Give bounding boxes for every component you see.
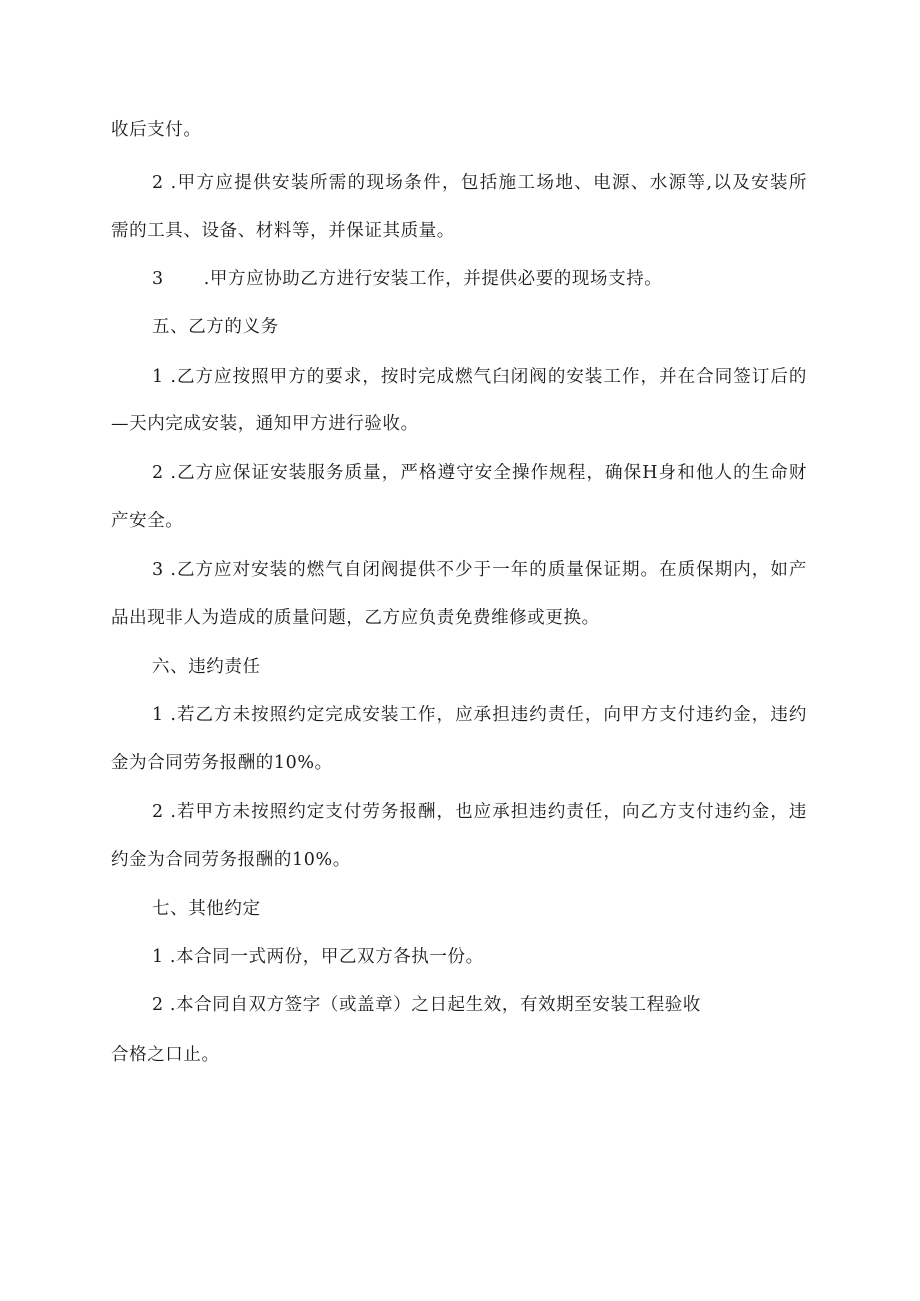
obligation-1-line-1: 1 .乙方应按照甲方的要求，按时完成燃气臼闭阀的安装工作，并在合同签订后的 bbox=[152, 367, 807, 387]
clause-2-line-2: 需的工具、设备、材料等，并保证其质量。 bbox=[111, 221, 455, 241]
clause-number: 3 bbox=[152, 269, 164, 289]
other-2-line-2: 合格之口止。 bbox=[111, 1045, 220, 1065]
obligation-2-line-2: 产安全。 bbox=[111, 511, 184, 531]
breach-1-line-1: 1 .若乙方未按照约定完成安装工作，应承担违约责任，向甲方支付违约金，违约 bbox=[152, 705, 807, 725]
breach-1-line-2: 金为合同劳务报酬的10%。 bbox=[111, 753, 333, 773]
obligation-3-line-1: 3 .乙方应对安装的燃气自闭阀提供不少于一年的质量保证期。在质保期内，如产 bbox=[152, 560, 807, 580]
clause-3-line bbox=[152, 267, 662, 291]
text-line: 收后支付。 bbox=[111, 120, 202, 140]
obligation-2-line-1: 2 .乙方应保证安装服务质量，严格遵守安全操作规程，确保H身和他人的生命财 bbox=[152, 463, 807, 483]
section-heading-5: 五、乙方的义务 bbox=[152, 317, 279, 337]
other-1-line: 1 .本合同一式两份，甲乙双方各执一份。 bbox=[152, 947, 484, 967]
clause-text: .甲方应协助乙方进行安装工作，并提供必要的现场支持。 bbox=[203, 269, 663, 289]
section-heading-6: 六、违约责任 bbox=[152, 657, 261, 677]
breach-2-line-2: 约金为合同劳务报酬的10%。 bbox=[111, 850, 351, 870]
obligation-3-line-2: 品出现非人为造成的质量问题，乙方应负责免费维修或更换。 bbox=[111, 608, 600, 628]
clause-2-line-1: 2 .甲方应提供安装所需的现场条件，包括施工场地、电源、水源等,以及安装所 bbox=[152, 173, 807, 193]
breach-2-line-1: 2 .若甲方未按照约定支付劳务报酬，也应承担违约责任，向乙方支付违约金，违 bbox=[152, 802, 807, 822]
section-heading-7: 七、其他约定 bbox=[152, 899, 261, 919]
other-2-line-1: 2 .本合同自双方签字（或盖章）之日起生效，有效期至安装工程验收 bbox=[152, 995, 701, 1015]
obligation-1-line-2: —天内完成安装，通知甲方进行验收。 bbox=[111, 414, 419, 434]
